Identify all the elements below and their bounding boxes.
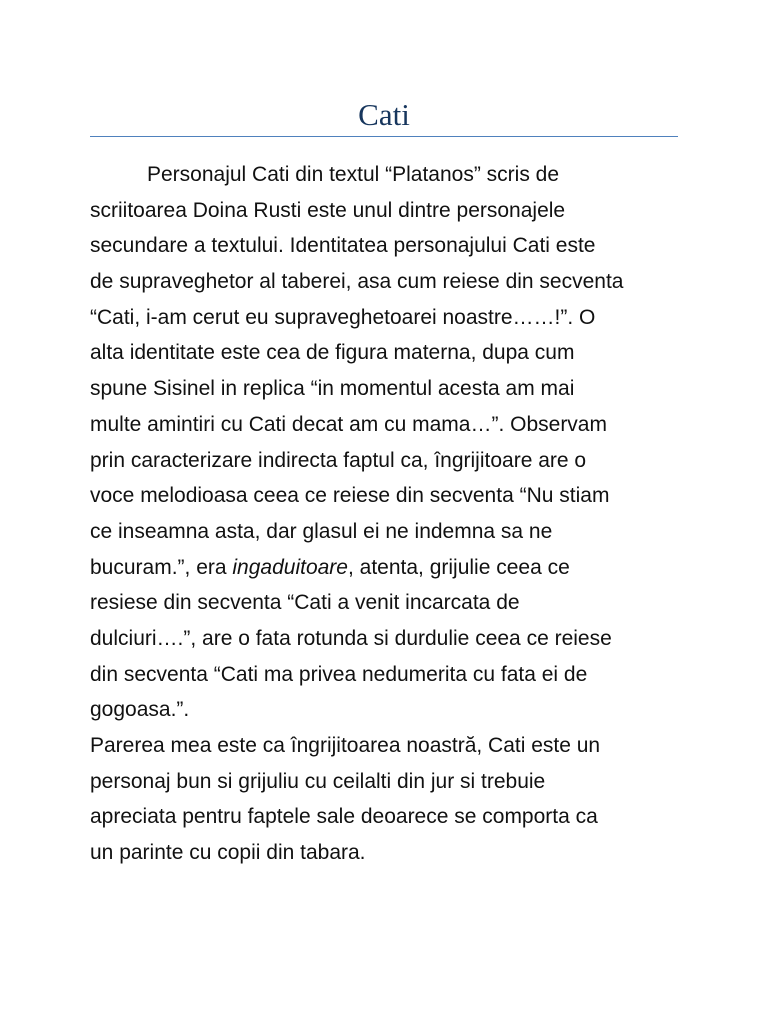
document-title: Cati: [358, 97, 410, 132]
italic-word: ingaduitoare: [232, 555, 348, 579]
text-line: alta identitate este cea de figura materna, dupa cum: [90, 341, 575, 365]
text-line: un parinte cu copii din tabara.: [90, 841, 366, 865]
text-line: de supraveghetor al taberei, asa cum reiese din secventa: [90, 270, 624, 294]
text-line: Personajul Cati din textul “Platanos” scris de: [147, 163, 560, 186]
text-line-with-italic: [90, 550, 682, 586]
text-line: Parerea mea este ca îngrijitoarea noastră, Cati este un: [90, 734, 601, 757]
text-line: din secventa “Cati ma privea nedumerita cu fata ei de: [90, 662, 588, 686]
text-line: “Cati, i-am cerut eu supraveghetoarei noastre……!”. O: [90, 305, 596, 329]
text-line: prin caracterizare indirecta faptul ca, îngrijitoare are o: [90, 448, 587, 472]
text-line: voce melodioasa ceea ce reiese din secventa “Nu stiam: [90, 484, 610, 508]
text-line: spune Sisinel in replica “in momentul acesta am mai: [90, 377, 575, 401]
text-line: gogoasa.”.: [90, 698, 190, 722]
text-line: secundare a textului. Identitatea personajului Cati este: [90, 234, 596, 258]
text-line: scriitoarea Doina Rusti este unul dintre personajele: [90, 198, 566, 222]
text-line: dulciuri….”, are o fata rotunda si durdulie ceea ce reiese: [90, 626, 612, 650]
paragraph-2: [90, 728, 682, 871]
text-line: multe amintiri cu Cati decat am cu mama…”. Observam: [90, 412, 607, 436]
document-body: [90, 157, 682, 871]
text-segment: bucuram.”, era: [90, 555, 233, 579]
text-segment: , atenta, grijulie ceea ce: [347, 555, 570, 579]
text-line: apreciata pentru faptele sale deoarece se comporta ca: [90, 805, 598, 829]
text-line: personaj bun si grijuliu cu ceilalti din jur si trebuie: [90, 769, 546, 793]
paragraph-1: [90, 157, 682, 728]
text-line: ce inseamna asta, dar glasul ei ne indemna sa ne: [90, 519, 553, 543]
title-underline-divider: [90, 136, 678, 137]
text-line: resiese din secventa “Cati a venit incarcata de: [90, 591, 520, 615]
